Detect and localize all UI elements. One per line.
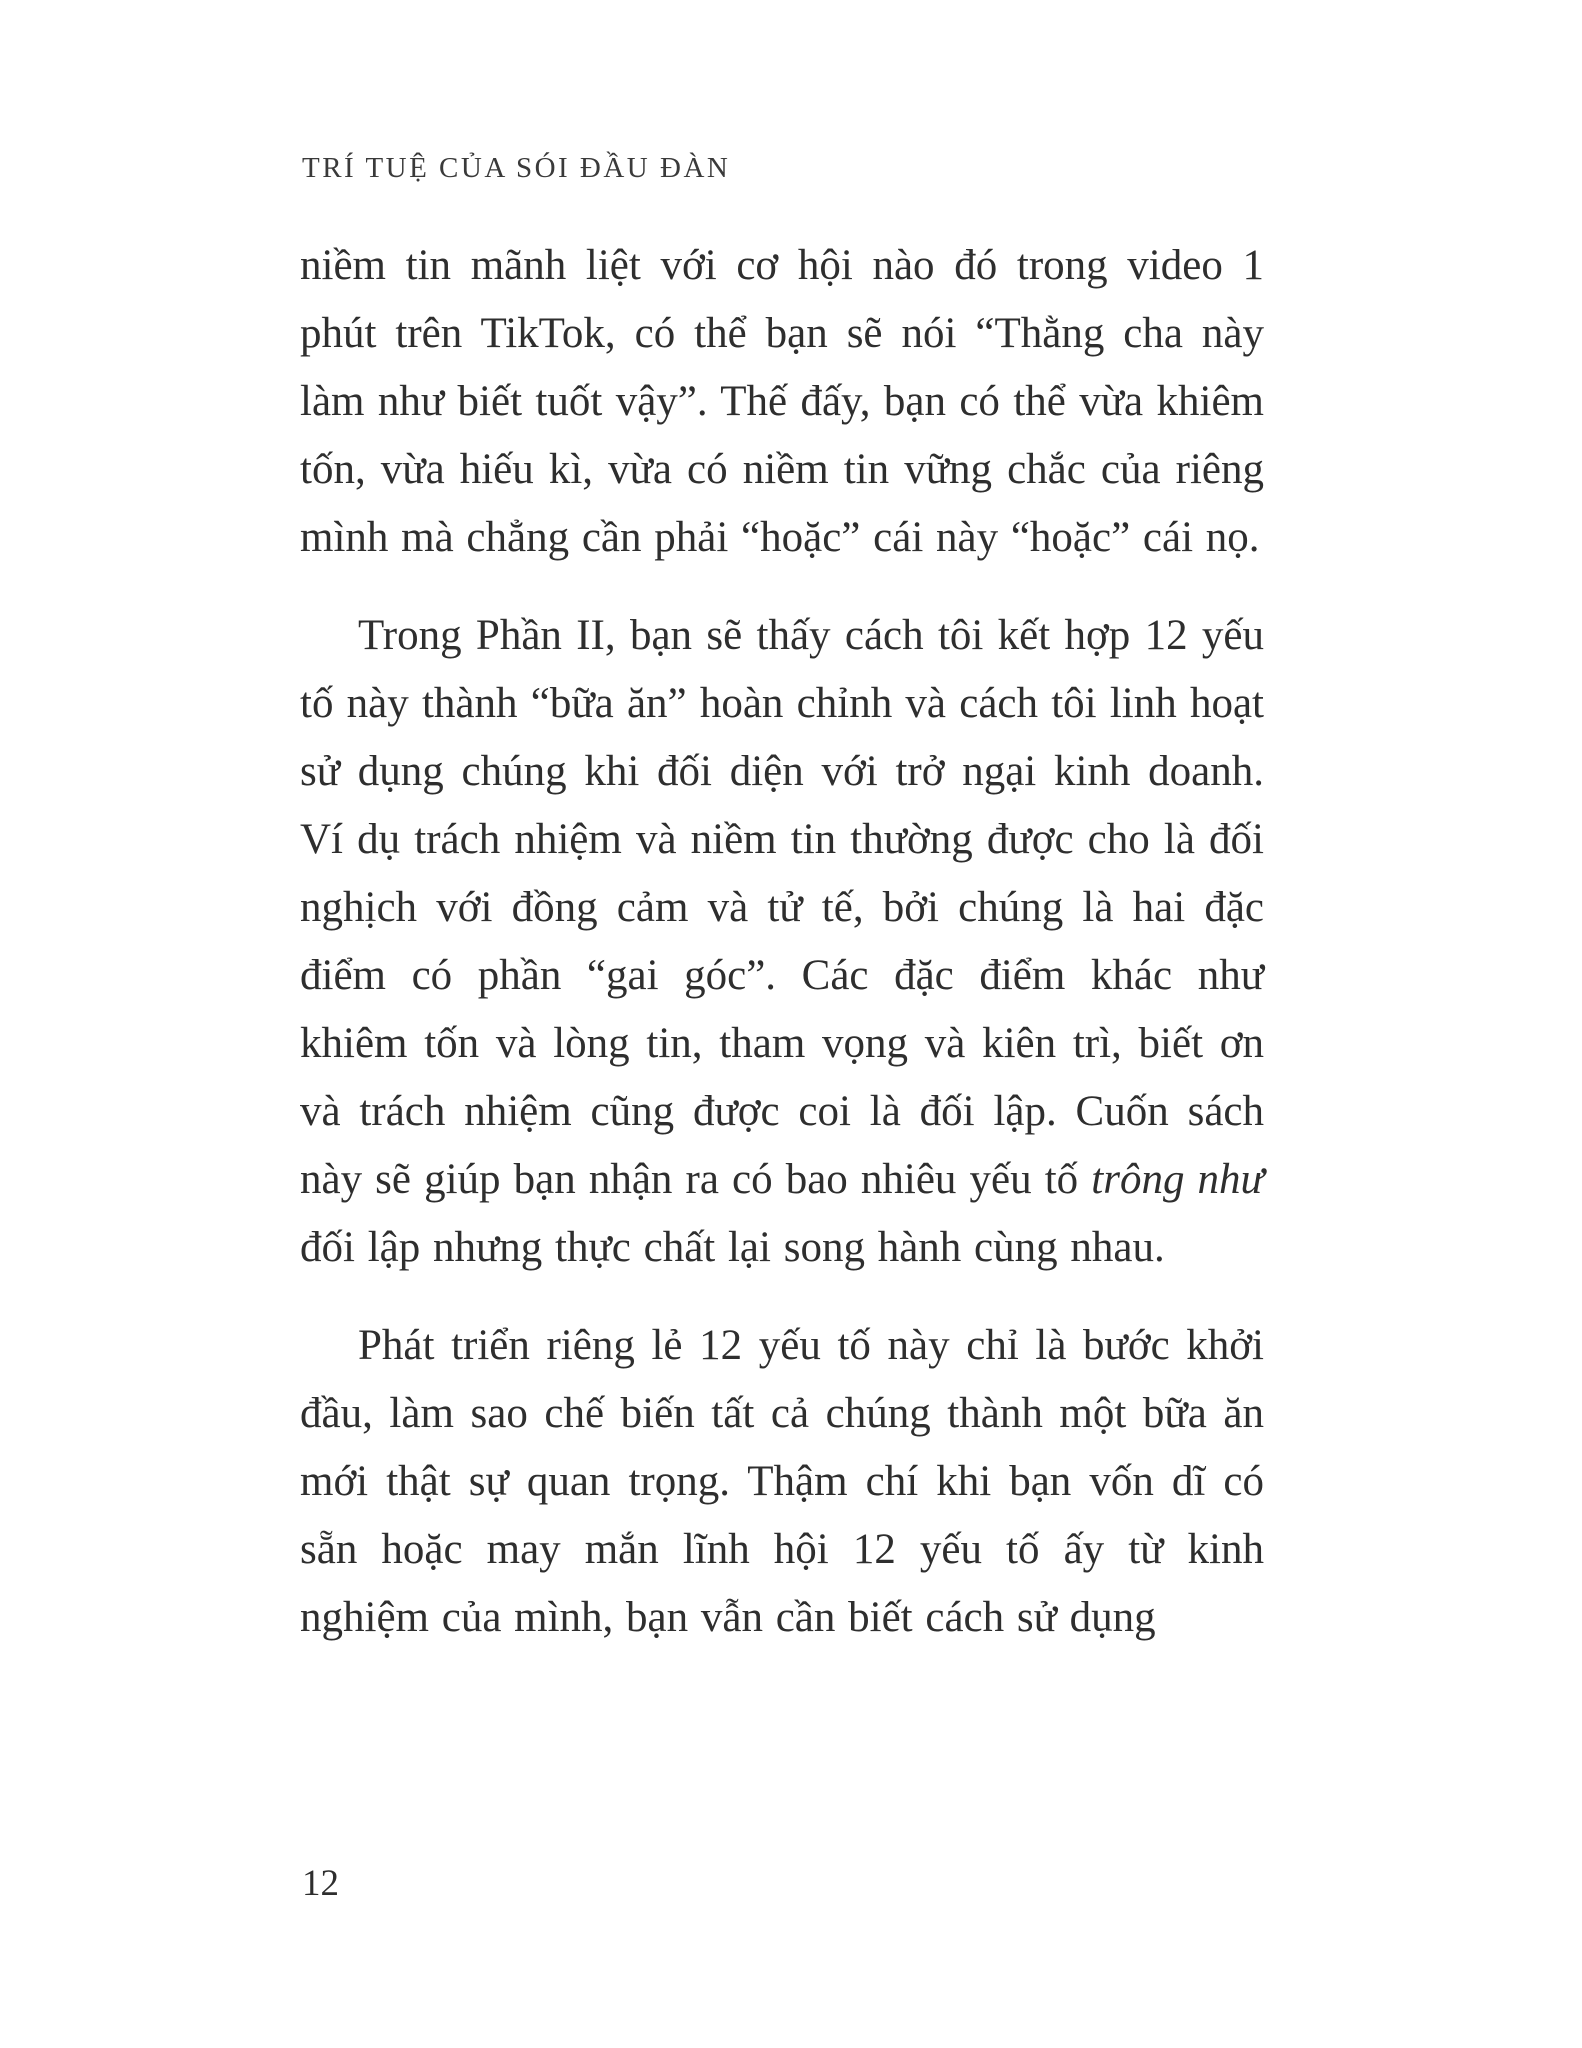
paragraph-part-two — [300, 602, 1264, 1282]
paragraph-continuation: niềm tin mãnh liệt với cơ hội nào đó trong video 1 phút trên TikTok, có thể bạn sẽ nói “Thằng cha này làm như biết tuốt vậy”. Thế đấy, bạn có thể vừa khiêm tốn, vừa hiếu kì, vừa có niềm tin vững chắc của riêng mình mà chẳng cần phải “hoặc” cái này “hoặc” cái nọ. — [300, 242, 1264, 561]
paragraph-development: Phát triển riêng lẻ 12 yếu tố này chỉ là bước khởi đầu, làm sao chế biến tất cả chúng thành một bữa ăn mới thật sự quan trọng. Thậm chí khi bạn vốn dĩ có sẵn hoặc may mắn lĩnh hội 12 yếu tố ấy từ kinh nghiệm của mình, bạn vẫn cần biết cách sử dụng — [300, 1322, 1264, 1641]
page-number: 12 — [302, 1863, 339, 1904]
running-header: TRÍ TUỆ CỦA SÓI ĐẦU ĐÀN — [302, 152, 731, 184]
paragraph-part-two-end: đối lập nhưng thực chất lại song hành cùng nhau. — [300, 1224, 1165, 1271]
paragraph-part-two-start: Trong Phần II, bạn sẽ thấy cách tôi kết hợp 12 yếu tố này thành “bữa ăn” hoàn chỉnh và cách tôi linh hoạt sử dụng chúng khi đối diện với trở ngại kinh doanh. Ví dụ trách nhiệm và niềm tin thường được cho là đối nghịch với đồng cảm và tử tế, bởi chúng là hai đặc điểm có phần “gai góc”. Các đặc điểm khác như khiêm tốn và lòng tin, tham vọng và kiên trì, biết ơn và trách nhiệm cũng được coi là đối lập. Cuốn sách này sẽ giúp bạn nhận ra có bao nhiêu yếu tố — [300, 612, 1264, 1203]
paragraph-part-two-italic-phrase: trông như — [1091, 1156, 1264, 1203]
page-body-text — [300, 232, 1264, 1682]
